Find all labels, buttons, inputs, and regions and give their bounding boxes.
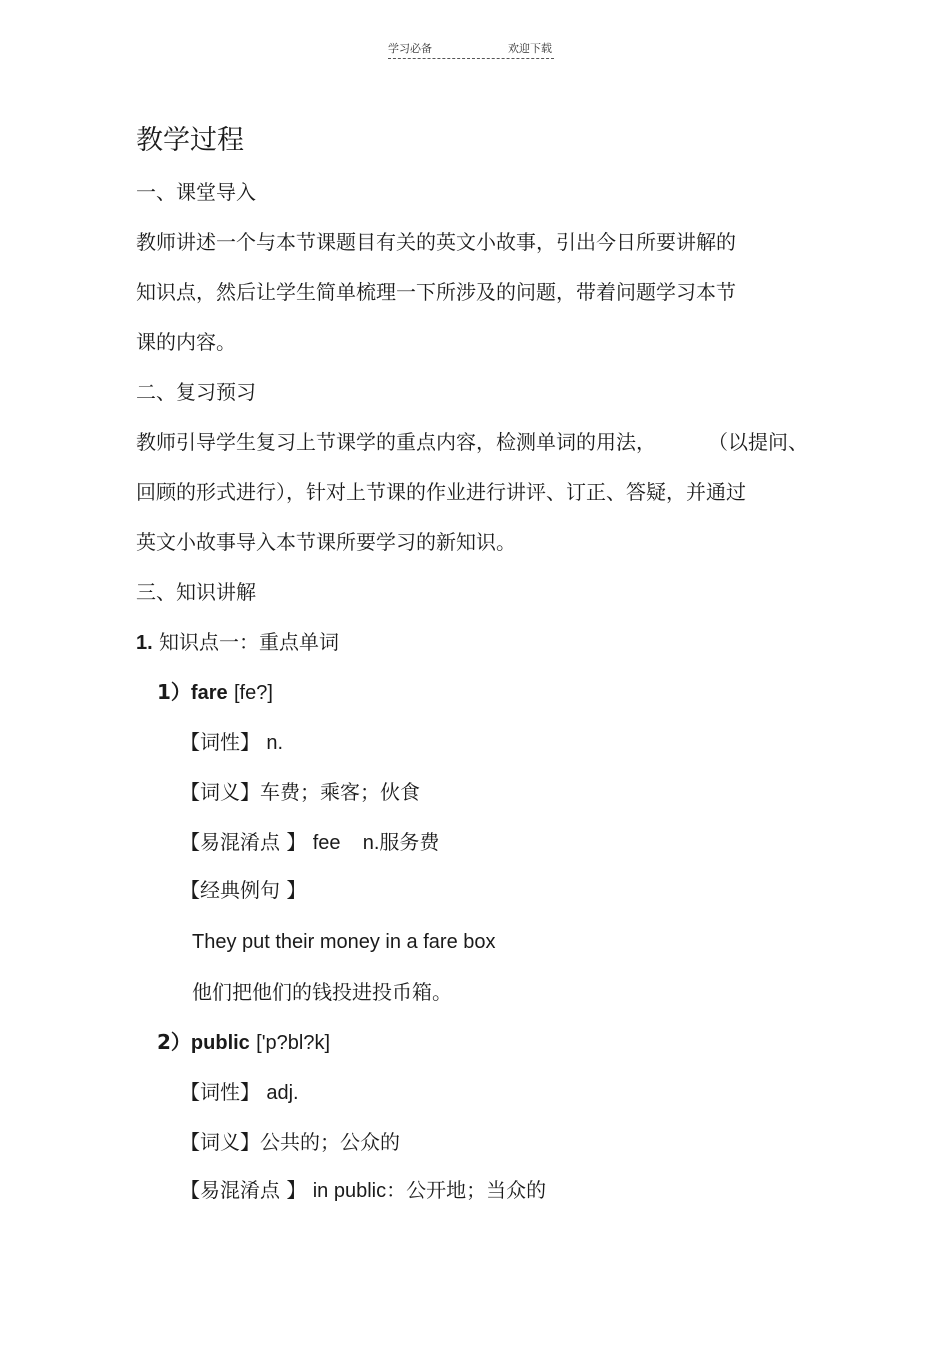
vocab-entry-heading bbox=[157, 679, 273, 706]
vocab-phonetic: ['p?bl?k] bbox=[256, 1032, 331, 1054]
vocab-pos-value: adj. bbox=[266, 1082, 299, 1104]
vocab-pos-row bbox=[180, 729, 283, 756]
vocab-word: public bbox=[190, 1032, 250, 1054]
vocab-pos-label: 【词性】 bbox=[180, 730, 260, 754]
header-left-text: 学习必备 bbox=[388, 42, 432, 55]
vocab-confusable-label: 【易混淆点 】 bbox=[180, 830, 307, 854]
vocab-number: 1） bbox=[157, 680, 191, 704]
vocab-example-label: 【经典例句 】 bbox=[180, 878, 307, 902]
vocab-word: fare bbox=[190, 682, 228, 704]
vocab-phonetic: [fe?] bbox=[233, 682, 273, 704]
vocab-meaning-value: 车费；乘客；伙食 bbox=[260, 780, 420, 804]
knowledge-point-number: 1. bbox=[136, 632, 153, 654]
paragraph-line: 英文小故事导入本节课所要学习的新知识。 bbox=[136, 530, 516, 554]
vocab-meaning-label: 【词义】 bbox=[180, 780, 260, 804]
vocab-pos-label: 【词性】 bbox=[180, 1080, 260, 1104]
paragraph-line: 教师引导学生复习上节课学的重点内容，检测单词的用法， bbox=[136, 430, 656, 454]
vocab-confusable-value: in public：公开地；当众的 bbox=[312, 1180, 547, 1202]
paragraph-line: 回顾的形式进行），针对上节课的作业进行讲评、订正、答疑，并通过 bbox=[136, 480, 746, 504]
paragraph-line: 教师讲述一个与本节课题目有关的英文小故事，引出今日所要讲解的 bbox=[136, 230, 736, 254]
vocab-number: 2） bbox=[157, 1030, 191, 1054]
section-heading-knowledge: 三、知识讲解 bbox=[136, 580, 256, 604]
knowledge-point-label: 知识点一：重点单词 bbox=[159, 630, 340, 654]
vocab-pos-value: n. bbox=[266, 732, 284, 754]
vocab-confusable-label: 【易混淆点 】 bbox=[180, 1178, 307, 1202]
vocab-meaning-row bbox=[180, 1129, 400, 1155]
vocab-confusable-row bbox=[180, 829, 439, 856]
knowledge-point-heading bbox=[136, 629, 339, 656]
vocab-meaning-row bbox=[180, 779, 420, 805]
paragraph-line-tail: （以提问、 bbox=[708, 430, 808, 454]
vocab-confusable-value: fee n.服务费 bbox=[312, 832, 440, 854]
paragraph-line: 知识点，然后让学生简单梳理一下所涉及的问题，带着问题学习本节 bbox=[136, 280, 736, 304]
vocab-entry-heading bbox=[157, 1029, 330, 1056]
header-right-text: 欢迎下载 bbox=[508, 42, 552, 55]
vocab-example-chinese: 他们把他们的钱投进投币箱。 bbox=[192, 980, 452, 1004]
page-title: 教学过程 bbox=[136, 125, 244, 156]
vocab-meaning-label: 【词义】 bbox=[180, 1130, 260, 1154]
vocab-pos-row bbox=[180, 1079, 299, 1106]
section-heading-review: 二、复习预习 bbox=[136, 380, 256, 404]
page-header bbox=[388, 38, 554, 59]
vocab-meaning-value: 公共的；公众的 bbox=[260, 1130, 400, 1154]
vocab-example-english: They put their money in a fare box bbox=[192, 931, 496, 953]
vocab-confusable-row bbox=[180, 1177, 546, 1204]
paragraph-line: 课的内容。 bbox=[136, 330, 236, 354]
section-heading-intro: 一、课堂导入 bbox=[136, 180, 256, 204]
